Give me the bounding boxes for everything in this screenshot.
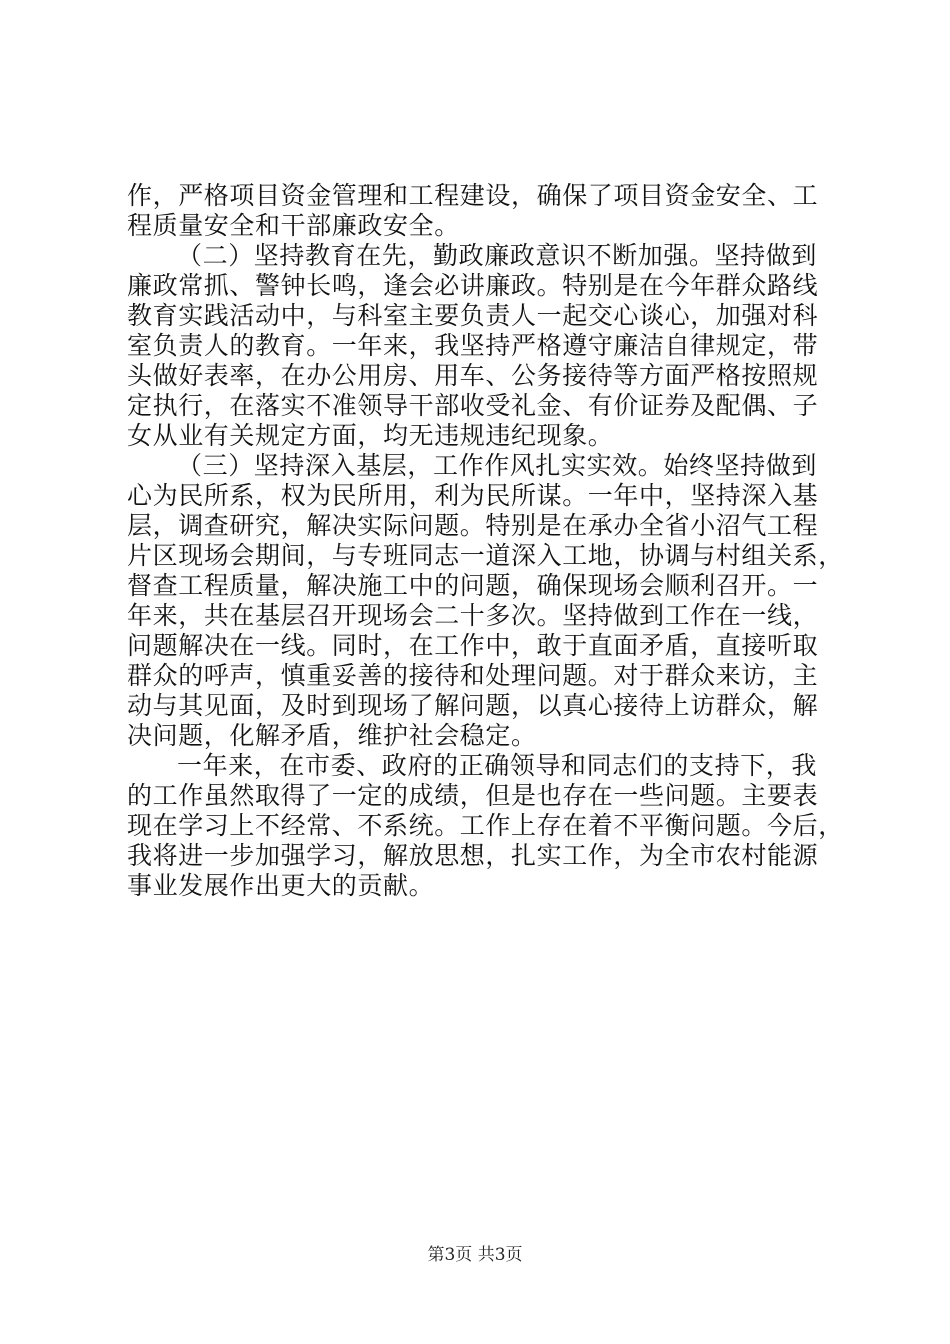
body-line: 作，严格项目资金管理和工程建设，确保了项目资金安全、工: [127, 181, 819, 210]
page-number-footer: 第3页 共3页: [427, 1245, 523, 1265]
body-line: 事业发展作出更大的贡献。: [127, 871, 435, 900]
body-line: 廉政常抓、警钟长鸣，逢会必讲廉政。特别是在今年群众路线: [127, 271, 819, 300]
body-line: 的工作虽然取得了一定的成绩，但是也存在一些问题。主要表: [127, 781, 819, 810]
paragraph-start-line: 一年来，在市委、政府的正确领导和同志们的支持下，我: [177, 751, 818, 780]
body-line: 室负责人的教育。一年来，我坚持严格遵守廉洁自律规定，带: [127, 331, 819, 360]
paragraph-start-line: （三）坚持深入基层，工作作风扎实实效。始终坚持做到: [177, 451, 818, 480]
body-line: 问题解决在一线。同时，在工作中，敢于直面矛盾，直接听取: [127, 631, 819, 660]
body-line: 动与其见面，及时到现场了解问题，以真心接待上访群众，解: [127, 691, 819, 720]
body-line: 头做好表率，在办公用房、用车、公务接待等方面严格按照规: [127, 361, 819, 390]
body-line: 督查工程质量，解决施工中的问题，确保现场会顺利召开。一: [127, 571, 819, 600]
body-line: 女从业有关规定方面，均无违规违纪现象。: [127, 421, 614, 450]
body-line: 片区现场会期间，与专班同志一道深入工地，协调与村组关系，: [127, 541, 844, 570]
body-line: 年来，共在基层召开现场会二十多次。坚持做到工作在一线，: [127, 601, 819, 630]
body-line: 程质量安全和干部廉政安全。: [127, 211, 460, 240]
body-line: 教育实践活动中，与科室主要负责人一起交心谈心，加强对科: [127, 301, 819, 330]
paragraph-start-line: （二）坚持教育在先，勤政廉政意识不断加强。坚持做到: [177, 241, 818, 270]
body-line: 层，调查研究，解决实际问题。特别是在承办全省小沼气工程: [127, 511, 819, 540]
body-line: 我将进一步加强学习，解放思想，扎实工作，为全市农村能源: [127, 841, 819, 870]
body-line: 现在学习上不经常、不系统。工作上存在着不平衡问题。今后，: [127, 811, 844, 840]
body-line: 决问题，化解矛盾，维护社会稳定。: [127, 721, 537, 750]
body-line: 定执行，在落实不准领导干部收受礼金、有价证券及配偶、子: [127, 391, 819, 420]
body-line: 群众的呼声，慎重妥善的接待和处理问题。对于群众来访，主: [127, 661, 819, 690]
body-line: 心为民所系，权为民所用，利为民所谋。一年中，坚持深入基: [127, 481, 819, 510]
